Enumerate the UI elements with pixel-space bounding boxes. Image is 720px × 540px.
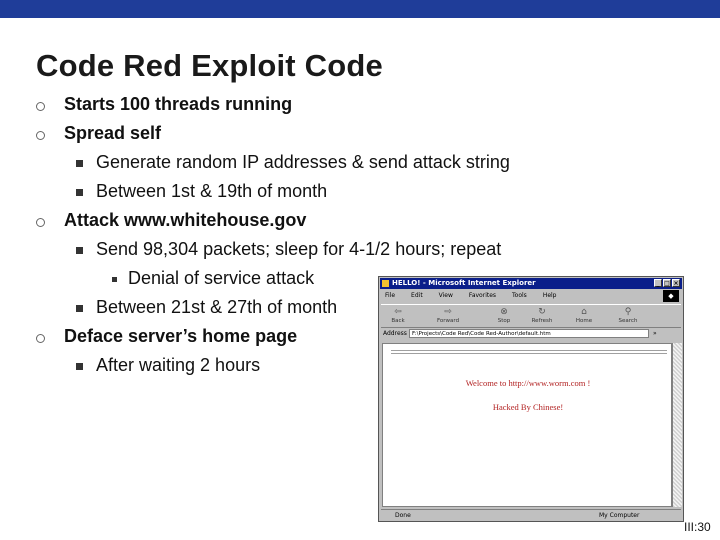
maximize-icon[interactable]: □: [664, 280, 670, 287]
horizontal-rule: [391, 350, 667, 351]
slide-title: Code Red Exploit Code: [36, 48, 383, 83]
address-bar: [381, 328, 681, 340]
bullet-item: Spread self: [64, 123, 162, 143]
browser-status-bar: [381, 509, 681, 521]
browser-toolbar: [381, 304, 681, 328]
browser-title-bar: [380, 278, 682, 289]
bullet-marker: [76, 160, 83, 167]
address-label: Address: [383, 330, 407, 337]
close-icon[interactable]: ×: [673, 280, 679, 287]
back-button[interactable]: ⇦ Back: [391, 307, 405, 324]
browser-window-title: HELLO! - Microsoft Internet Explorer: [392, 279, 536, 287]
slide-number: III:30: [684, 520, 711, 534]
home-button[interactable]: ⌂ Home: [575, 307, 593, 324]
menu-file[interactable]: File: [385, 292, 396, 299]
bullet-marker: [76, 363, 83, 370]
stop-button[interactable]: ⊗ Stop: [497, 307, 511, 324]
bullet-marker: [36, 102, 45, 111]
browser-page-content: [382, 343, 672, 507]
forward-arrow-icon: ⇨: [444, 307, 452, 317]
window-controls: [653, 279, 680, 288]
bullet-item: Generate random IP addresses & send attack string: [96, 152, 510, 172]
bullet-marker: [76, 305, 83, 312]
status-done: Done: [395, 512, 411, 519]
page-welcome-text: Welcome to http://www.worm.com !: [465, 378, 591, 388]
refresh-icon: ↻: [538, 307, 546, 317]
slide-top-bar: [0, 0, 720, 18]
bullet-item: After waiting 2 hours: [96, 355, 261, 375]
horizontal-rule: [391, 353, 667, 354]
back-arrow-icon: ⇦: [394, 307, 402, 317]
ie-icon: [382, 280, 389, 287]
menu-tools[interactable]: Tools: [512, 292, 527, 299]
bullet-marker: [36, 131, 45, 140]
status-zone: My Computer: [599, 512, 640, 519]
browser-menu-bar: [381, 291, 681, 301]
home-icon: ⌂: [581, 307, 587, 317]
bullet-item: Denial of service attack: [128, 268, 315, 288]
bullet-item: Attack www.whitehouse.gov: [64, 210, 307, 230]
vertical-scrollbar[interactable]: [672, 343, 682, 507]
search-button[interactable]: ⚲ Search: [618, 307, 638, 324]
bullet-item: Between 21st & 27th of month: [96, 297, 338, 317]
address-input[interactable]: F:\Projects\Code Red\Code Red-Author\default.htm: [409, 329, 649, 338]
bullet-marker: [36, 334, 45, 343]
links-chevron-icon[interactable]: »: [653, 330, 657, 337]
bullet-marker: [36, 218, 45, 227]
bullet-item: Deface server’s home page: [64, 326, 298, 346]
bullet-marker: [76, 247, 83, 254]
browser-screenshot: [378, 276, 684, 522]
menu-edit[interactable]: Edit: [411, 292, 423, 299]
windows-logo-icon: ◆: [663, 290, 679, 302]
menu-view[interactable]: View: [438, 292, 453, 299]
menu-help[interactable]: Help: [542, 292, 557, 299]
forward-button[interactable]: ⇨ Forward: [436, 307, 460, 324]
bullet-marker: [112, 277, 117, 282]
page-hacked-text: Hacked By Chinese!: [492, 402, 564, 412]
bullet-item: Between 1st & 19th of month: [96, 181, 328, 201]
stop-icon: ⊗: [500, 307, 508, 317]
bullet-marker: [76, 189, 83, 196]
minimize-icon[interactable]: _: [654, 279, 662, 287]
refresh-button[interactable]: ↻ Refresh: [531, 307, 553, 324]
bullet-item: Starts 100 threads running: [64, 94, 293, 114]
search-icon: ⚲: [624, 307, 632, 317]
bullet-item: Send 98,304 packets; sleep for 4-1/2 hours; repeat: [96, 239, 502, 259]
menu-favorites[interactable]: Favorites: [468, 292, 497, 299]
